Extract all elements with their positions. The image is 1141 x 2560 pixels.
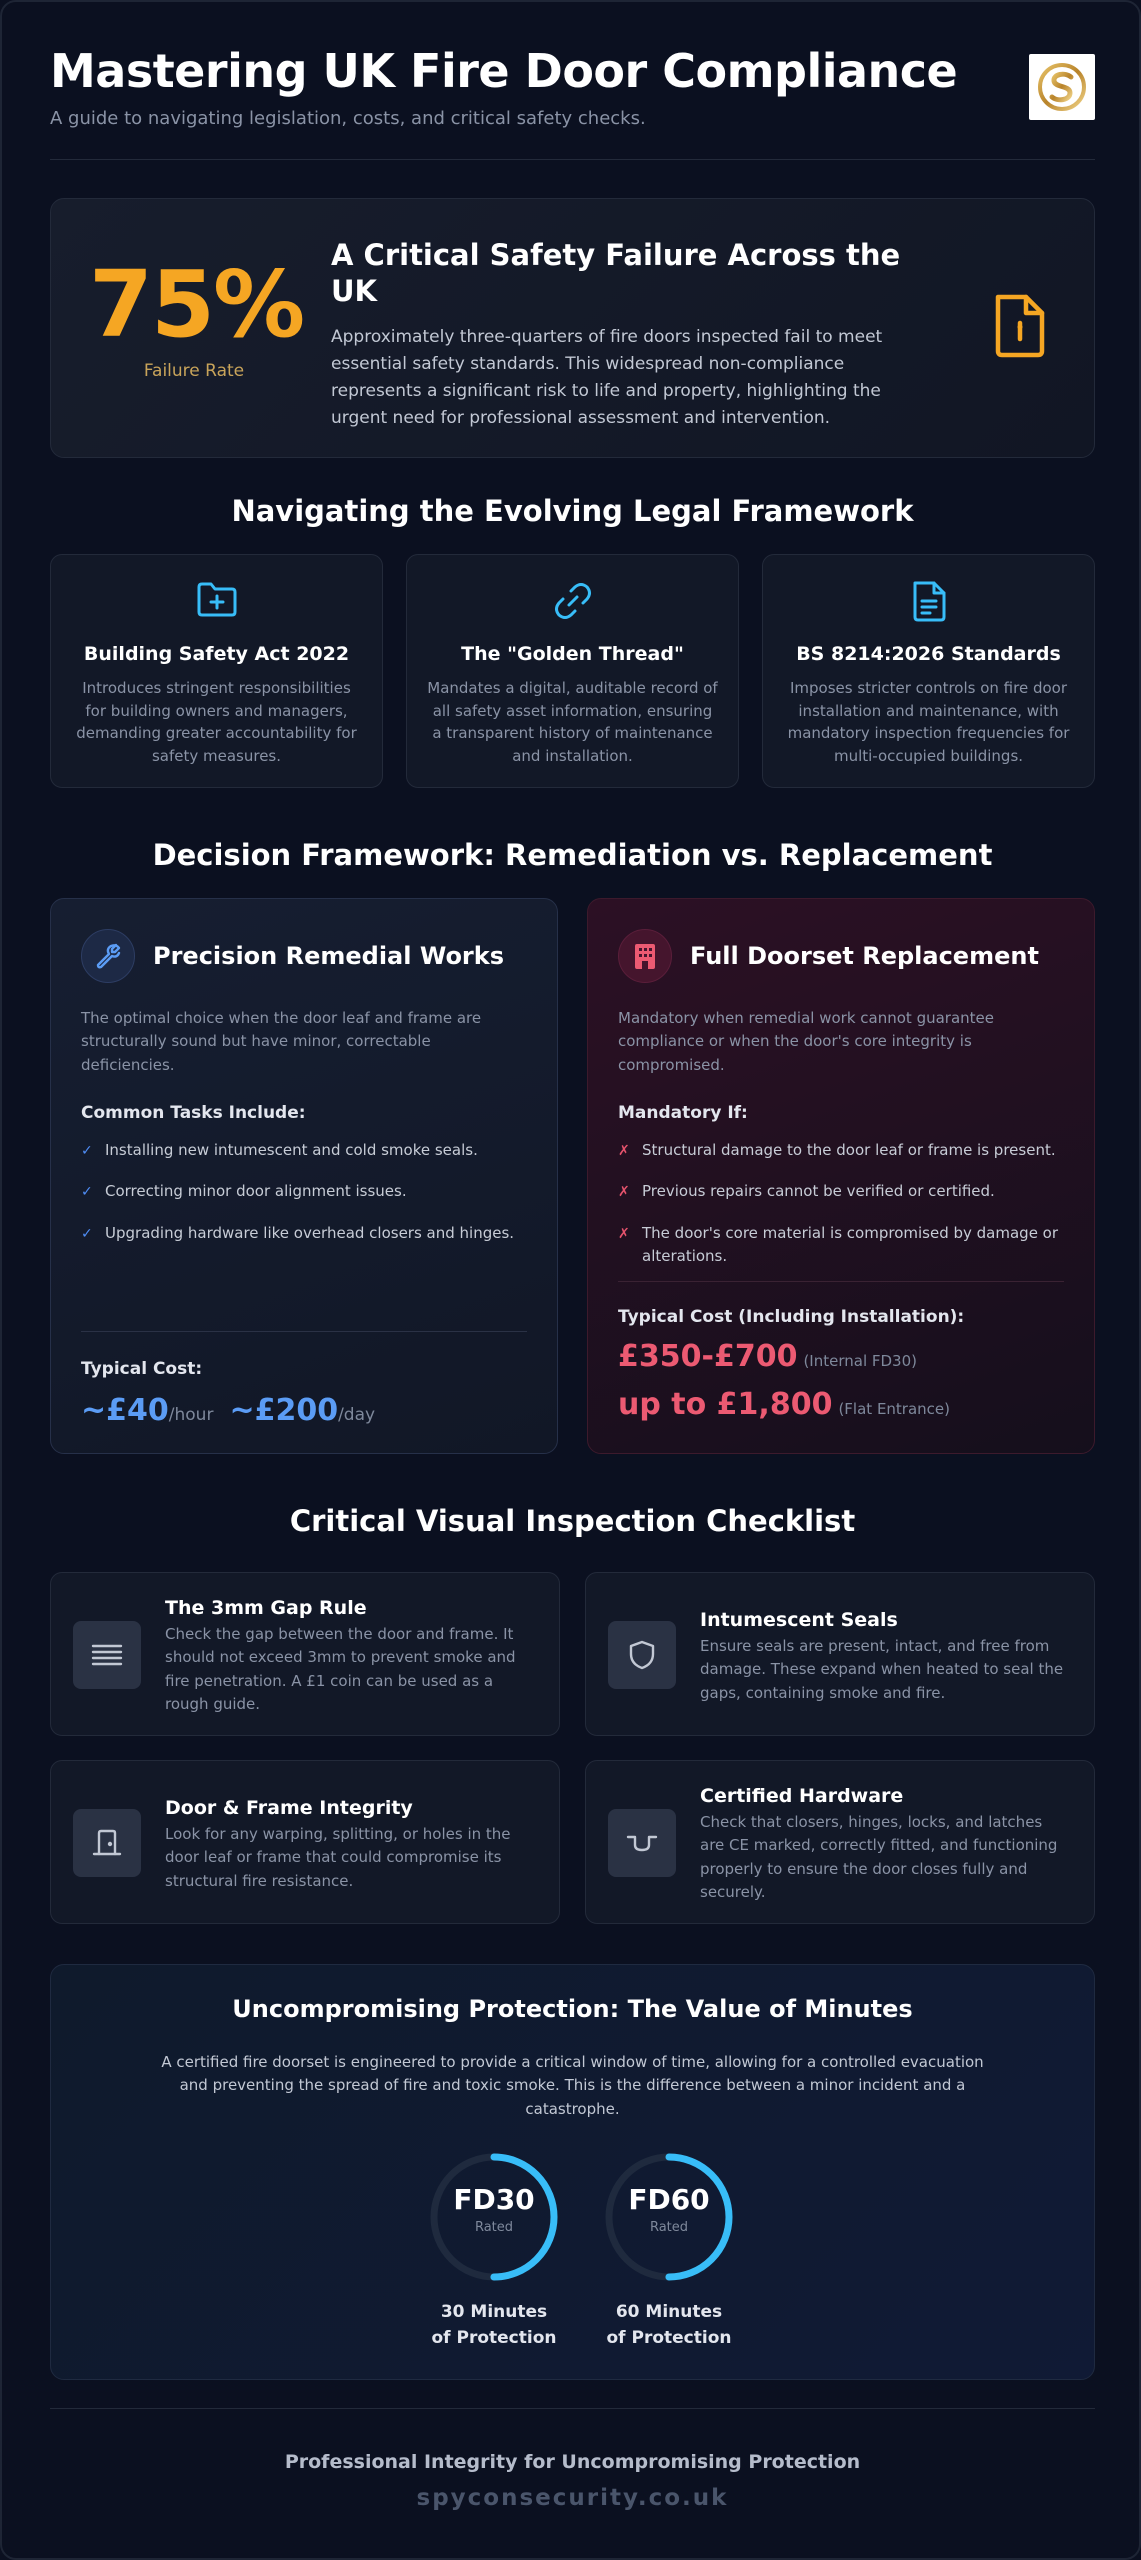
gauge-code: FD30 xyxy=(453,2183,535,2216)
check-mark-icon: ✓ xyxy=(81,1142,93,1159)
spycon-logo-icon xyxy=(1029,54,1095,120)
legal-card-title: Building Safety Act 2022 xyxy=(83,643,350,665)
hero-title: A Critical Safety Failure Across the UK xyxy=(331,238,901,309)
remedial-title: Precision Remedial Works xyxy=(153,942,505,970)
gauge-fd60 xyxy=(594,2151,744,2352)
header xyxy=(50,44,1095,160)
replacement-list-title: Mandatory If: xyxy=(618,1102,748,1123)
cost-day-unit: /day xyxy=(338,1405,376,1425)
list-item: ✓ Correcting minor door alignment issues. xyxy=(81,1180,527,1204)
cost-hour-unit: /hour xyxy=(168,1405,214,1425)
replacement-title: Full Doorset Replacement xyxy=(690,942,1039,970)
check-mark-icon: ✓ xyxy=(81,1226,93,1243)
gauge-code: FD60 xyxy=(628,2183,710,2216)
remedial-list-title: Common Tasks Include: xyxy=(81,1102,306,1123)
gauge-caption: 60 Minutes of Protection xyxy=(606,2302,732,2349)
building-icon xyxy=(618,929,672,983)
replacement-list xyxy=(618,1139,1064,1269)
lines-icon xyxy=(73,1621,141,1689)
cost-hour: ~£40 xyxy=(81,1393,169,1428)
check-card-intumescent-seals xyxy=(585,1572,1095,1736)
legal-card-body: Mandates a digital, auditable record of all safety asset information, ensuring a transparent history of maintenance and installation. xyxy=(427,679,718,765)
legal-section-title: Navigating the Evolving Legal Framework xyxy=(231,494,914,528)
check-card-gap-rule xyxy=(50,1572,560,1736)
hardware-icon xyxy=(608,1809,676,1877)
page-subtitle: A guide to navigating legislation, costs, and critical safety checks. xyxy=(50,108,646,129)
gauge-rated: Rated xyxy=(649,2220,689,2235)
shield-icon xyxy=(608,1621,676,1689)
check-title: Certified Hardware xyxy=(700,1785,904,1807)
check-body: Check the gap between the door and frame. It should not exceed 3mm to prevent smoke and fire penetration. A £1 coin can be used as a rough guide. xyxy=(165,1625,516,1713)
footer xyxy=(50,2408,1095,2511)
link-icon xyxy=(427,579,718,623)
replacement-cost-label: Typical Cost (Including Installation): xyxy=(618,1307,965,1327)
legal-card-title: The "Golden Thread" xyxy=(461,643,684,665)
hero-card xyxy=(50,198,1095,458)
protection-card xyxy=(50,1964,1095,2380)
check-body: Check that closers, hinges, locks, and latches are CE marked, correctly fitted, and functioning properly to ensure the door closes fully and securely. xyxy=(700,1813,1058,1901)
legal-card-body: Imposes stricter controls on fire door installation and maintenance, with mandatory inspection frequencies for multi-occupied buildings. xyxy=(787,679,1070,765)
divider xyxy=(81,1331,527,1332)
list-item: ✓ Upgrading hardware like overhead closers and hinges. xyxy=(81,1222,527,1246)
cost-flat: up to £1,800 xyxy=(618,1387,833,1422)
checklist-section-title: Critical Visual Inspection Checklist xyxy=(289,1504,856,1538)
failure-stat xyxy=(89,251,304,381)
list-item: ✗ Structural damage to the door leaf or frame is present. xyxy=(618,1139,1064,1163)
remedial-cost-row xyxy=(81,1393,391,1428)
decision-section-title: Decision Framework: Remediation vs. Replacement xyxy=(152,838,993,872)
protection-body: A certified fire doorset is engineered to provide a critical window of time, allowing for a controlled evacuation and preventing the spread of fire and toxic smoke. This is the difference between a minor incident and a catastrophe. xyxy=(161,2053,984,2118)
gauge-fd30 xyxy=(419,2151,569,2352)
failure-rate-value: 75% xyxy=(89,251,304,358)
legal-card-building-safety-act xyxy=(50,554,383,788)
check-body: Look for any warping, splitting, or holes in the door leaf or frame that could compromise its structural fire resistance. xyxy=(165,1825,511,1890)
cross-mark-icon: ✗ xyxy=(618,1184,630,1201)
cross-mark-icon: ✗ xyxy=(618,1226,630,1243)
cost-day: ~£200 xyxy=(229,1393,339,1428)
cost-internal: £350-£700 xyxy=(618,1339,798,1374)
check-mark-icon: ✓ xyxy=(81,1184,93,1201)
remedial-desc: The optimal choice when the door leaf and frame are structurally sound but have minor, correctable deficiencies. xyxy=(81,1009,482,1074)
protection-title: Uncompromising Protection: The Value of Minutes xyxy=(232,1995,913,2023)
divider xyxy=(618,1281,1064,1282)
legal-card-title: BS 8214:2026 Standards xyxy=(796,643,1061,665)
legal-card-golden-thread xyxy=(406,554,739,788)
list-item: ✗ The door's core material is compromised by damage or alterations. xyxy=(618,1222,1064,1269)
legal-card-bs8214 xyxy=(762,554,1095,788)
cost-internal-note: (Internal FD30) xyxy=(803,1352,918,1370)
check-title: Door & Frame Integrity xyxy=(165,1797,413,1819)
hero-text xyxy=(331,237,931,432)
replacement-desc: Mandatory when remedial work cannot guarantee compliance or when the door's core integrity is compromised. xyxy=(618,1009,994,1074)
remedial-card xyxy=(50,898,558,1454)
check-title: Intumescent Seals xyxy=(700,1609,898,1631)
check-title: The 3mm Gap Rule xyxy=(165,1597,367,1619)
door-icon xyxy=(73,1809,141,1877)
footer-tagline: Professional Integrity for Uncompromising Protection xyxy=(284,2451,861,2473)
remedial-cost-label: Typical Cost: xyxy=(81,1359,203,1379)
folder-plus-icon xyxy=(71,579,362,623)
replacement-card xyxy=(587,898,1095,1454)
wrench-icon xyxy=(81,929,135,983)
list-item: ✗ Previous repairs cannot be verified or certified. xyxy=(618,1180,1064,1204)
remedial-list xyxy=(81,1139,527,1246)
page-title: Mastering UK Fire Door Compliance xyxy=(50,44,958,98)
failure-rate-label: Failure Rate xyxy=(143,361,245,381)
document-alert-icon xyxy=(990,291,1050,365)
check-card-certified-hardware xyxy=(585,1760,1095,1924)
list-item: ✓ Installing new intumescent and cold smoke seals. xyxy=(81,1139,527,1163)
hero-body: Approximately three-quarters of fire doors inspected fail to meet essential safety standards. This widespread non-compliance represents a significant risk to life and property, highlighting the urgent need for professional assessment and intervention. xyxy=(331,326,883,429)
gauge-rated: Rated xyxy=(474,2220,514,2235)
replacement-cost-row-2 xyxy=(618,1387,950,1422)
check-body: Ensure seals are present, intact, and free from damage. These expand when heated to seal the gaps, containing smoke and fire. xyxy=(700,1637,1064,1702)
legal-card-body: Introduces stringent responsibilities for building owners and managers, demanding greater accountability for safety measures. xyxy=(76,679,357,765)
replacement-cost-row-1 xyxy=(618,1339,917,1374)
footer-url[interactable]: spyconsecurity.co.uk xyxy=(416,2485,729,2511)
document-icon xyxy=(783,579,1074,623)
cross-mark-icon: ✗ xyxy=(618,1142,630,1159)
check-card-door-frame-integrity xyxy=(50,1760,560,1924)
gauge-caption: 30 Minutes of Protection xyxy=(431,2302,557,2349)
cost-flat-note: (Flat Entrance) xyxy=(838,1400,951,1418)
